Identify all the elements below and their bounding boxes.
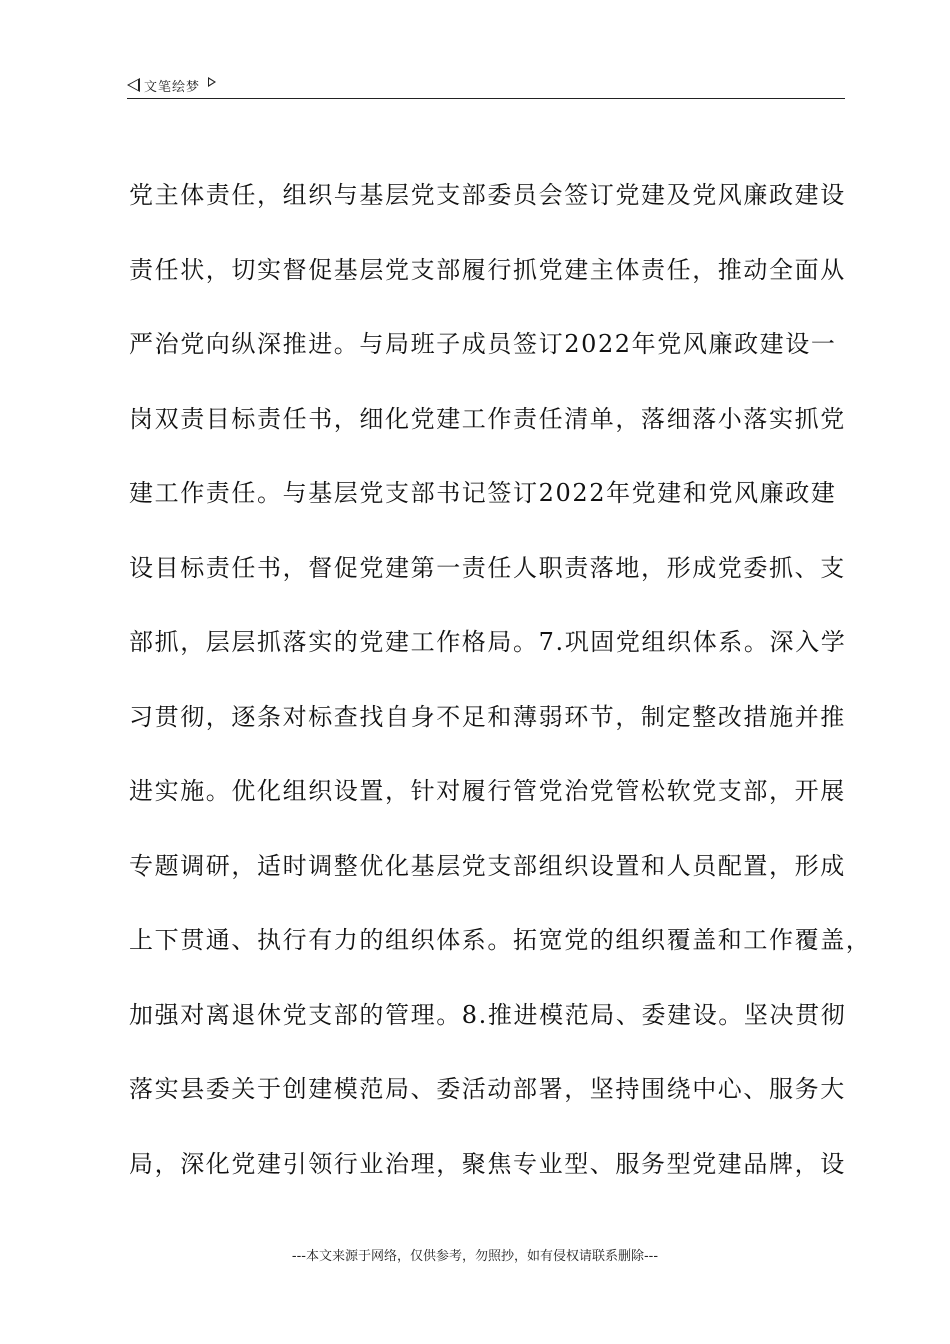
triangle-right-icon: [208, 77, 216, 87]
text-line: 进实施。优化组织设置，针对履行管党治党管松软党支部，开展: [129, 777, 846, 805]
triangle-left-icon: [127, 78, 140, 92]
text-line: 部抓，层层抓落实的党建工作格局。7.巩固党组织体系。深入学: [129, 628, 847, 656]
page-header: [127, 72, 845, 99]
text-line: 党主体责任，组织与基层党支部委员会签订党建及党风廉政建设: [129, 181, 846, 209]
page-footer: ---本文来源于网络，仅供参考，勿照抄，如有侵权请联系删除---: [291, 1249, 659, 1264]
text-line: 专题调研，适时调整优化基层党支部组织设置和人员配置，形成: [129, 851, 846, 880]
header-title: 文笔绘梦: [144, 79, 201, 95]
text-line: 岗双责目标责任书，细化党建工作责任清单，落细落小落实抓党: [129, 404, 846, 433]
text-line: 加强对离退休党支部的管理。8.推进模范局、委建设。坚决贯彻: [129, 1000, 847, 1029]
text-line: 建工作责任。与基层党支部书记签订2022年党建和党风廉政建: [129, 479, 837, 507]
document-body: [129, 158, 872, 1201]
text-line: 上下贯通、执行有力的组织体系。拓宽党的组织覆盖和工作覆盖，: [129, 926, 872, 954]
text-line: 局，深化党建引领行业治理，聚焦专业型、服务型党建品牌，设: [129, 1149, 846, 1178]
text-line: 严治党向纵深推进。与局班子成员签订2022年党风廉政建设一: [129, 330, 837, 358]
text-line: 落实县委关于创建模范局、委活动部署，坚持围绕中心、服务大: [129, 1075, 846, 1103]
text-line: 设目标责任书，督促党建第一责任人职责落地，形成党委抓、支: [129, 553, 846, 582]
text-line: 习贯彻，逐条对标查找自身不足和薄弱环节，制定整改措施并推: [129, 702, 846, 731]
text-line: 责任状，切实督促基层党支部履行抓党建主体责任，推动全面从: [129, 255, 846, 284]
